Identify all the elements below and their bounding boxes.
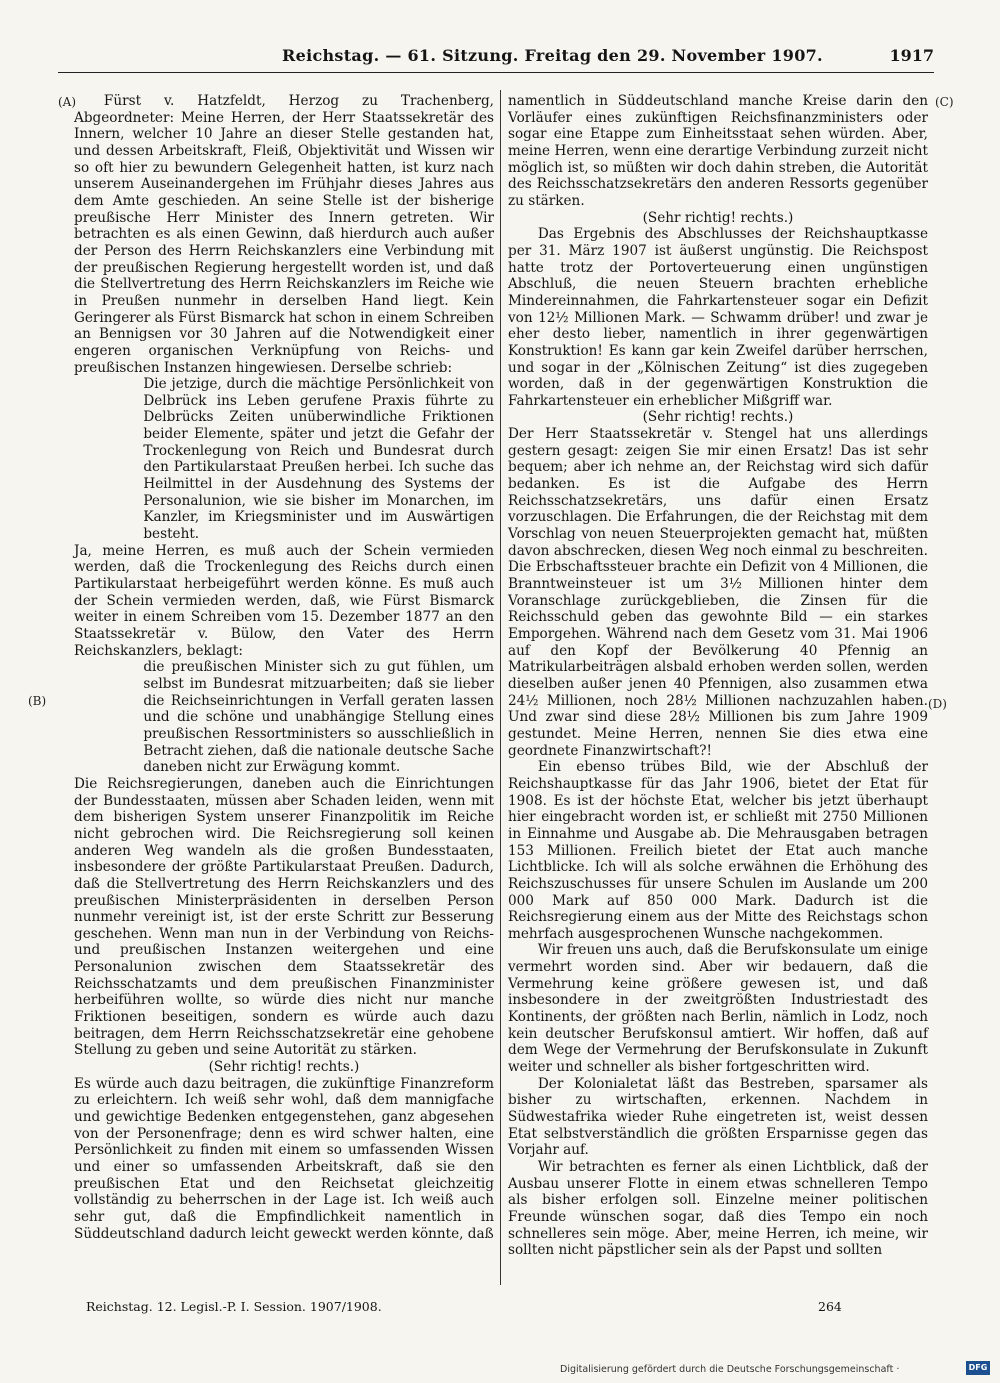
left-column-paragraph: Fürst v. Hatzfeldt, Herzog zu Trachenberg, Abgeordneter: Meine Herren, der Herr Staatssekretär des Innern, welcher 10 Jahre an dieser Stelle gestanden hat, und dessen Arbeitskraft, Fleiß, Objektivität und Wissen wir so oft hier zu bewundern Gelegenheit hatten, ist kurz nach unserem Auseinandergehen im Frühjahr dieses Jahres aus dem Amte geschieden. An seine Stelle ist der bisherige preußische Herr Minister des Innern getreten. Wir betrachten es als einen Gewinn, daß hierdurch auch außer der Person des Herrn Reichskanzlers eine Verbindung mit der preußischen Regierung hergestellt worden ist, und daß die Stellvertretung des Herrn Reichskanzlers im Reiche wie in Preußen nunmehr in derselben Hand liegt. Kein Geringerer als Fürst Bismarck hat schon in einem Schreiben an Bennigsen vor 30 Jahren auf die Notwendigkeit einer engeren organischen Verknüpfung von Reichs- und preußischen Instanzen hingewiesen. Derselbe schrieb:: [74, 93, 494, 376]
right-column-paragraph: Wir freuen uns auch, daß die Berufskonsulate um einige vermehrt worden sind. Aber wir bedauern, daß die Vermehrung keine größere gewesen ist, und daß insbesondere in der zweitgrößten Industriestadt des Kontinents, der größten nach Berlin, nämlich in Lodz, noch kein deutscher Berufskonsul amtiert. Wir hoffen, daß auf dem Wege der Vermehrung der Berufskonsulate in Zukunft weiter und schneller als bisher fortgeschritten wird.: [508, 942, 928, 1076]
column-rule: [500, 90, 501, 1285]
left-column-paragraph: Es würde auch dazu beitragen, die zukünftige Finanzreform zu erleichtern. Ich weiß sehr wohl, daß dem mannigfache und gewichtige Bedenken entgegenstehen, ganz abgesehen von der Personenfrage; denn es wird schwer halten, eine Persönlichkeit zu finden mit einem so umfassenden Wissen und einer so umfassenden Arbeitskraft, daß sie den preußischen Etat und den Reichsetat gleichzeitig vollständig zu beherrschen in der Lage ist. Ich weiß auch sehr gut, daß die Empfindlichkeit namentlich in Süddeutschland dadurch leicht geweckt werden könnte, daß: [74, 1075, 494, 1242]
footer-session-line: Reichstag. 12. Legisl.-P. I. Session. 1907/1908.: [86, 1299, 382, 1314]
left-column-paragraph: Die jetzige, durch die mächtige Persönlichkeit von Delbrück ins Leben gerufene Praxis führte zu Delbrücks Zeiten unüberwindliche Friktionen beider Elemente, später und jetzt die Gefahr der Trockenlegung von Reich und Bundesrat durch den Partikularstaat Preußen herbei. Ich suche das Heilmittel in der Ausdehnung des Systems der Personalunion, wie sie bisher im Monarchen, im Kanzler, im Kriegsminister und im Auswärtigen besteht.: [143, 376, 494, 543]
right-column-paragraph: Ein ebenso trübes Bild, wie der Abschluß der Reichshauptkasse für das Jahr 1906, bietet der Etat für 1908. Es ist der höchste Etat, welcher bis jetzt überhaupt hier eingebracht worden ist, er schließt mit 2750 Millionen in Einnahme und Ausgabe ab. Die Mehrausgaben betragen 153 Millionen. Freilich bietet der Etat auch manche Lichtblicke. Ich will als solche erwähnen die Erhöhung des Reichszuschusses für unsere Schulen im Auslande um 200 000 Mark auf 850 000 Mark. Dadurch ist die Reichsregierung einem aus der Mitte des Reichstags schon mehrfach ausgesprochenen Wunsche nachgekommen.: [508, 759, 928, 942]
left-column-paragraph: die preußischen Minister sich zu gut fühlen, um selbst im Bundesrat mitzuarbeiten; daß sie lieber die Reichseinrichtungen in Verfall geraten lassen und die schöne und unabhängige Stellung eines preußischen Ressortministers so ausschließlich in Betracht ziehen, daß die nationale deutsche Sache daneben nicht zur Erwägung kommt.: [143, 659, 494, 776]
right-column-paragraph: (Sehr richtig! rechts.): [642, 209, 794, 226]
right-column-paragraph: Das Ergebnis des Abschlusses der Reichshauptkasse per 31. März 1907 ist äußerst ungünstig. Die Reichspost hatte trotz der Portoverteuerung einen ungünstigen Abschluß, die neuen Steuern brachten erhebliche Mindereinnahmen, die Fahrkartensteuer sogar ein Defizit von 12½ Millionen Mark. — Schwamm drüber! und zwar je eher desto lieber, namentlich in ihrer gegenwärtigen Konstruktion! Es kann gar kein Zweifel darüber herrschen, und sogar in der „Kölnischen Zeitung“ ist dies zugegeben worden, daß in der gegenwärtigen Konstruktion die Fahrkartensteuer ein erheblicher Mißgriff war.: [508, 226, 928, 409]
page-header-title: Reichstag. — 61. Sitzung. Freitag den 29. November 1907.: [282, 46, 823, 65]
margin-mark-a: (A): [58, 95, 77, 109]
header-rule: [58, 72, 934, 73]
right-column-paragraph: Wir betrachten es ferner als einen Lichtblick, daß der Ausbau unserer Flotte in einem etwas schnelleren Tempo als bisher erfolgen soll. Einzelne meiner politischen Freunde wünschen sogar, daß dies Tempo ein noch schnelleres sein möge. Aber, meine Herren, ich meine, wir sollten nicht päpstlicher sein als der Papst und sollten: [508, 1159, 928, 1259]
left-column: [74, 93, 494, 1242]
right-column-paragraph: Der Kolonialetat läßt das Bestreben, sparsamer als bisher zu wirtschaften, erkennen. Nachdem in Südwestafrika wieder Ruhe eingetreten ist, weist dessen Etat selbstverständlich die größten Ersparnisse gegen das Vorjahr auf.: [508, 1075, 928, 1159]
left-column-paragraph: Die Reichsregierungen, daneben auch die Einrichtungen der Bundesstaaten, müssen aber Schaden leiden, wenn mit dem bisherigen System unserer Finanzpolitik im Reiche nicht gebrochen wird. Die Reichsregierung soll keinen anderen Weg wandeln als die großen Bundesstaaten, insbesondere der größte Partikularstaat Preußen. Dadurch, daß die Stellvertretung des Herrn Reichskanzlers und des preußischen Ministerpräsidenten in derselben Person nunmehr vereinigt ist, ist der erste Schritt zur Besserung geschehen. Wenn man nun in der Verbindung von Reichs- und preußischen Instanzen weitergehen und eine Personalunion zwischen dem Staatssekretär des Reichsschatzamts und dem preußischen Finanzminister herbeiführen wollte, so würde dies nicht nur manche Friktionen beseitigen, sondern es würde auch dazu beitragen, dem Herrn Reichsschatzsekretär eine gehobene Stellung zu geben und seine Autorität zu stärken.: [74, 775, 494, 1059]
page-number: 1917: [889, 46, 934, 65]
digitization-credit: Digitalisierung gefördert durch die Deutsche Forschungsgemeinschaft ·: [560, 1364, 900, 1375]
right-column-paragraph: namentlich in Süddeutschland manche Kreise darin den Vorläufer eines zukünftigen Reichsfinanzministers oder sogar eine Etappe zum Einheitsstaat sehen würden. Aber, meine Herren, wenn eine derartige Verbindung zurzeit nicht möglich ist, so müßten wir doch dahin streben, die Autorität des Reichsschatzsekretärs den anderen Ressorts gegenüber zu stärken.: [508, 93, 928, 209]
left-column-paragraph: Ja, meine Herren, es muß auch der Schein vermieden werden, daß die Trockenlegung des Reichs durch einen Partikularstaat herbeigeführt werden könne. Es muß auch der Schein vermieden werden, daß, wie Fürst Bismarck weiter in einem Schreiben vom 15. Dezember 1877 an den Staatssekretär v. Bülow, den Vater des Herrn Reichskanzlers, beklagt:: [74, 542, 494, 659]
footer-signature: 264: [818, 1299, 842, 1314]
dfg-logo: DFG: [966, 1361, 990, 1375]
right-column-paragraph: Der Herr Staatssekretär v. Stengel hat uns allerdings gestern gesagt: zeigen Sie mir einen Ersatz! Das ist sehr bequem; aber ich nehme an, der Reichstag wird sich dafür bedanken. Es ist die Aufgabe des Herrn Reichsschatzsekretärs, uns dafür einen Ersatz vorzuschlagen. Die Erfahrungen, die der Reichstag mit dem Vorschlag von neuen Steuerprojekten gemacht hat, müßten davon abschrecken, diesen Weg noch einmal zu beschreiten. Die Erbschaftssteuer brachte ein Defizit von 4 Millionen, die Branntweinsteuer ist um 3½ Millionen hinter dem Voranschlage zurückgeblieben, die Zinsen für die Reichsschuld geben das gewohnte Bild — ein starkes Emporgehen. Während nach dem Gesetz vom 31. Mai 1906 auf den Kopf der Bevölkerung 40 Pfennig an Matrikularbeiträgen alsbald erhoben werden sollen, werden dieselben außer jenen 40 Pfennigen, also zusammen etwa 24½ Millionen, noch 28½ Millionen nachzuzahlen haben. Und zwar sind diese 28½ Millionen bis zum Jahre 1909 gestundet. Meine Herren, nennen Sie dies etwa eine geordnete Finanzwirtschaft?!: [508, 426, 928, 759]
margin-mark-c: (C): [935, 95, 954, 109]
right-column: [508, 93, 928, 1259]
page-header: [58, 46, 934, 72]
right-column-paragraph: (Sehr richtig! rechts.): [642, 409, 794, 426]
margin-mark-d: (D): [928, 697, 947, 711]
left-column-paragraph: (Sehr richtig! rechts.): [208, 1059, 360, 1076]
margin-mark-b: (B): [28, 694, 47, 708]
